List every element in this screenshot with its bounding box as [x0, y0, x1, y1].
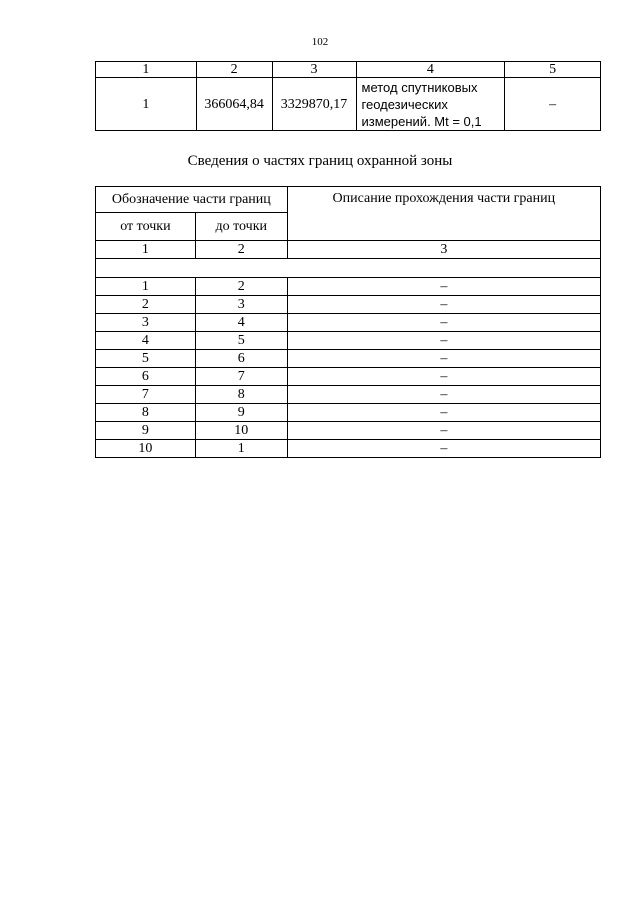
to-point-cell: 9 [195, 404, 287, 422]
description-cell: – [287, 368, 600, 386]
page-number: 102 [311, 36, 329, 48]
header-cell: 4 [356, 62, 505, 78]
to-point-cell: 3 [195, 296, 287, 314]
from-point-cell: 5 [96, 350, 196, 368]
boundary-parts-table [95, 186, 601, 458]
description-cell: – [287, 440, 600, 458]
table-row [96, 278, 601, 296]
description-cell: – [287, 386, 600, 404]
table-row [96, 350, 601, 368]
from-point-cell: 4 [96, 332, 196, 350]
header-from-cell: от точки [96, 213, 196, 241]
to-point-cell: 7 [195, 368, 287, 386]
empty-cell [96, 259, 601, 278]
column-number-cell: 1 [96, 241, 196, 259]
to-point-cell: 2 [195, 278, 287, 296]
table-row [96, 332, 601, 350]
to-point-cell: 10 [195, 422, 287, 440]
description-cell: – [287, 332, 600, 350]
coordinate-y-cell: 3329870,17 [272, 78, 356, 131]
from-point-cell: 6 [96, 368, 196, 386]
table-row [96, 440, 601, 458]
header-cell: 5 [505, 62, 601, 78]
column-number-row [96, 241, 601, 259]
header-description-cell: Описание прохождения части границ [287, 187, 600, 241]
description-cell: – [505, 78, 601, 131]
to-point-cell: 1 [195, 440, 287, 458]
table-header-row [96, 62, 601, 78]
header-to-cell: до точки [195, 213, 287, 241]
header-group-cell: Обозначение части границ [96, 187, 288, 213]
to-point-cell: 4 [195, 314, 287, 332]
table-row [96, 368, 601, 386]
method-cell [356, 78, 505, 131]
method-line: метод спутниковых [361, 79, 478, 95]
from-point-cell: 7 [96, 386, 196, 404]
description-cell: – [287, 422, 600, 440]
from-point-cell: 9 [96, 422, 196, 440]
coordinates-table [95, 61, 601, 131]
description-cell: – [287, 404, 600, 422]
header-cell: 1 [96, 62, 197, 78]
from-point-cell: 1 [96, 278, 196, 296]
coordinate-x-cell: 366064,84 [196, 78, 272, 131]
description-cell: – [287, 314, 600, 332]
from-point-cell: 10 [96, 440, 196, 458]
table-row [96, 296, 601, 314]
table-row [96, 422, 601, 440]
to-point-cell: 8 [195, 386, 287, 404]
to-point-cell: 5 [195, 332, 287, 350]
column-number-cell: 3 [287, 241, 600, 259]
section-title: Сведения о частях границ охранной зоны [187, 153, 453, 169]
method-line: геодезических [361, 96, 448, 112]
description-cell: – [287, 350, 600, 368]
header-cell: 3 [272, 62, 356, 78]
table-row [96, 78, 601, 131]
point-number-cell: 1 [96, 78, 197, 131]
from-point-cell: 2 [96, 296, 196, 314]
description-cell: – [287, 278, 600, 296]
column-number-cell: 2 [195, 241, 287, 259]
from-point-cell: 3 [96, 314, 196, 332]
table-row [96, 386, 601, 404]
description-cell: – [287, 296, 600, 314]
from-point-cell: 8 [96, 404, 196, 422]
to-point-cell: 6 [195, 350, 287, 368]
table-body [96, 278, 601, 458]
empty-row [96, 259, 601, 278]
method-line: измерений. Mt = 0,1 [361, 113, 482, 129]
table-header-row [96, 187, 601, 213]
header-cell: 2 [196, 62, 272, 78]
table-row [96, 404, 601, 422]
table-row [96, 314, 601, 332]
